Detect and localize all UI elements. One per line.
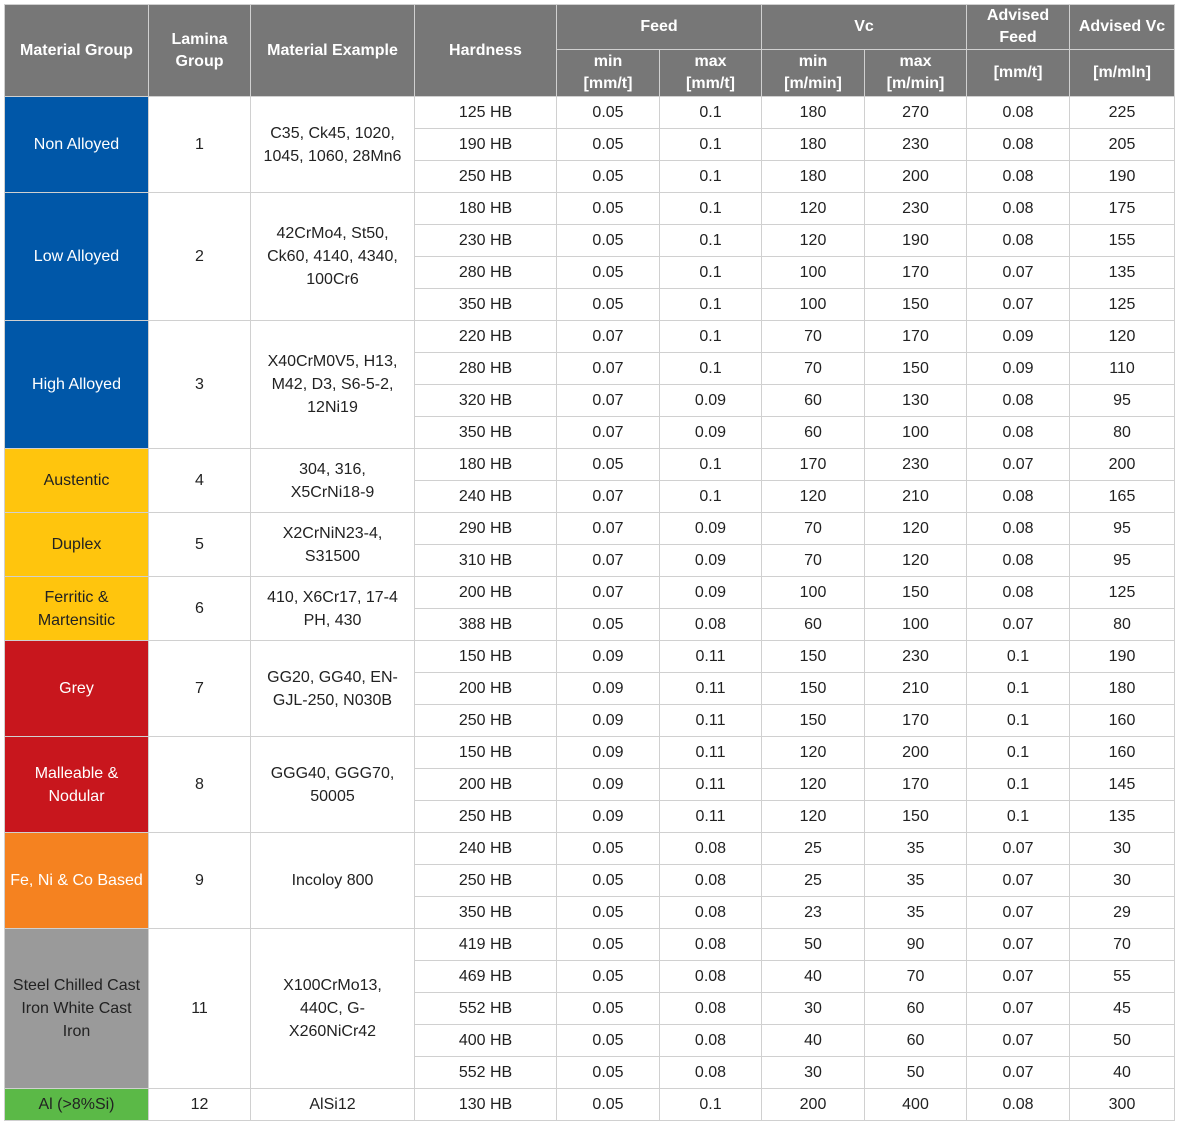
feed-max-cell: 0.1 xyxy=(660,481,762,513)
feed-max-cell: 0.1 xyxy=(660,449,762,481)
material-example-cell: C35, Ck45, 1020, 1045, 1060, 28Mn6 xyxy=(251,97,415,193)
hardness-cell: 552 HB xyxy=(415,993,557,1025)
vc-min-cell: 60 xyxy=(762,385,865,417)
advised-vc-cell: 190 xyxy=(1070,641,1175,673)
advised-feed-cell: 0.07 xyxy=(967,449,1070,481)
vc-max-cell: 270 xyxy=(865,97,967,129)
vc-max-cell: 150 xyxy=(865,353,967,385)
feed-max-cell: 0.1 xyxy=(660,353,762,385)
advised-vc-cell: 120 xyxy=(1070,321,1175,353)
vc-max-cell: 100 xyxy=(865,417,967,449)
material-example-cell: AlSi12 xyxy=(251,1089,415,1121)
hardness-cell: 469 HB xyxy=(415,961,557,993)
feed-min-cell: 0.05 xyxy=(557,929,660,961)
feed-min-cell: 0.07 xyxy=(557,353,660,385)
cutting-data-table-wrapper xyxy=(4,4,1175,1121)
feed-min-cell: 0.05 xyxy=(557,97,660,129)
table-row xyxy=(5,929,1175,961)
advised-vc-cell: 55 xyxy=(1070,961,1175,993)
hardness-cell: 320 HB xyxy=(415,385,557,417)
table-row xyxy=(5,97,1175,129)
hardness-cell: 220 HB xyxy=(415,321,557,353)
header-material-group: Material Group xyxy=(5,5,149,97)
header-feed-min: min [mm/t] xyxy=(557,50,660,97)
header-advised-feed: Advised Feed xyxy=(967,5,1070,50)
feed-min-cell: 0.05 xyxy=(557,865,660,897)
lamina-group-cell: 9 xyxy=(149,833,251,929)
feed-min-cell: 0.05 xyxy=(557,225,660,257)
feed-max-cell: 0.1 xyxy=(660,289,762,321)
advised-feed-cell: 0.08 xyxy=(967,97,1070,129)
advised-vc-cell: 95 xyxy=(1070,545,1175,577)
vc-min-cell: 100 xyxy=(762,257,865,289)
advised-feed-cell: 0.1 xyxy=(967,641,1070,673)
feed-min-cell: 0.09 xyxy=(557,801,660,833)
advised-vc-cell: 125 xyxy=(1070,289,1175,321)
lamina-group-cell: 12 xyxy=(149,1089,251,1121)
feed-max-cell: 0.1 xyxy=(660,1089,762,1121)
advised-feed-cell: 0.07 xyxy=(967,897,1070,929)
vc-max-cell: 130 xyxy=(865,385,967,417)
vc-min-cell: 120 xyxy=(762,481,865,513)
hardness-cell: 310 HB xyxy=(415,545,557,577)
advised-vc-cell: 29 xyxy=(1070,897,1175,929)
hardness-cell: 230 HB xyxy=(415,225,557,257)
vc-min-cell: 23 xyxy=(762,897,865,929)
advised-vc-cell: 205 xyxy=(1070,129,1175,161)
vc-min-cell: 30 xyxy=(762,1057,865,1089)
hardness-cell: 150 HB xyxy=(415,737,557,769)
hardness-cell: 419 HB xyxy=(415,929,557,961)
advised-feed-cell: 0.07 xyxy=(967,289,1070,321)
material-group-cell: Non Alloyed xyxy=(5,97,149,193)
material-example-cell: GG20, GG40, EN-GJL-250, N030B xyxy=(251,641,415,737)
header-vc: Vc xyxy=(762,5,967,50)
feed-max-cell: 0.09 xyxy=(660,385,762,417)
vc-min-cell: 150 xyxy=(762,673,865,705)
advised-feed-cell: 0.07 xyxy=(967,993,1070,1025)
feed-min-cell: 0.05 xyxy=(557,833,660,865)
feed-max-cell: 0.08 xyxy=(660,833,762,865)
vc-max-cell: 200 xyxy=(865,161,967,193)
table-row xyxy=(5,577,1175,609)
vc-min-cell: 60 xyxy=(762,609,865,641)
hardness-cell: 125 HB xyxy=(415,97,557,129)
feed-max-cell: 0.11 xyxy=(660,769,762,801)
hardness-cell: 552 HB xyxy=(415,1057,557,1089)
advised-feed-cell: 0.08 xyxy=(967,193,1070,225)
hardness-cell: 150 HB xyxy=(415,641,557,673)
hardness-cell: 350 HB xyxy=(415,897,557,929)
advised-vc-cell: 95 xyxy=(1070,513,1175,545)
material-group-cell: High Alloyed xyxy=(5,321,149,449)
hardness-cell: 350 HB xyxy=(415,417,557,449)
material-group-cell: Grey xyxy=(5,641,149,737)
feed-min-cell: 0.09 xyxy=(557,737,660,769)
hardness-cell: 180 HB xyxy=(415,193,557,225)
feed-max-cell: 0.11 xyxy=(660,673,762,705)
vc-max-cell: 230 xyxy=(865,129,967,161)
feed-max-cell: 0.11 xyxy=(660,801,762,833)
vc-max-cell: 150 xyxy=(865,801,967,833)
lamina-group-cell: 7 xyxy=(149,641,251,737)
advised-feed-cell: 0.1 xyxy=(967,737,1070,769)
vc-max-cell: 50 xyxy=(865,1057,967,1089)
feed-max-cell: 0.09 xyxy=(660,513,762,545)
advised-vc-cell: 80 xyxy=(1070,417,1175,449)
vc-max-cell: 170 xyxy=(865,257,967,289)
vc-max-cell: 400 xyxy=(865,1089,967,1121)
vc-min-cell: 70 xyxy=(762,321,865,353)
table-row xyxy=(5,513,1175,545)
hardness-cell: 280 HB xyxy=(415,353,557,385)
vc-min-cell: 180 xyxy=(762,129,865,161)
vc-min-cell: 120 xyxy=(762,769,865,801)
advised-feed-cell: 0.07 xyxy=(967,1057,1070,1089)
vc-min-cell: 25 xyxy=(762,833,865,865)
feed-min-cell: 0.07 xyxy=(557,513,660,545)
feed-max-cell: 0.1 xyxy=(660,257,762,289)
vc-max-cell: 210 xyxy=(865,673,967,705)
material-example-cell: 42CrMo4, St50, Ck60, 4140, 4340, 100Cr6 xyxy=(251,193,415,321)
vc-min-cell: 40 xyxy=(762,1025,865,1057)
advised-feed-cell: 0.08 xyxy=(967,225,1070,257)
advised-vc-cell: 95 xyxy=(1070,385,1175,417)
vc-max-cell: 90 xyxy=(865,929,967,961)
vc-min-cell: 25 xyxy=(762,865,865,897)
feed-min-cell: 0.09 xyxy=(557,769,660,801)
feed-min-cell: 0.05 xyxy=(557,257,660,289)
table-header xyxy=(5,5,1175,97)
feed-min-cell: 0.05 xyxy=(557,1025,660,1057)
hardness-cell: 130 HB xyxy=(415,1089,557,1121)
feed-min-cell: 0.05 xyxy=(557,289,660,321)
lamina-group-cell: 4 xyxy=(149,449,251,513)
header-advised-feed-unit: [mm/t] xyxy=(967,50,1070,97)
advised-feed-cell: 0.08 xyxy=(967,545,1070,577)
vc-min-cell: 180 xyxy=(762,161,865,193)
feed-min-cell: 0.05 xyxy=(557,449,660,481)
material-example-cell: 410, X6Cr17, 17-4 PH, 430 xyxy=(251,577,415,641)
advised-feed-cell: 0.1 xyxy=(967,801,1070,833)
lamina-group-cell: 2 xyxy=(149,193,251,321)
feed-max-cell: 0.1 xyxy=(660,321,762,353)
hardness-cell: 240 HB xyxy=(415,481,557,513)
feed-min-cell: 0.09 xyxy=(557,673,660,705)
advised-vc-cell: 135 xyxy=(1070,801,1175,833)
vc-min-cell: 100 xyxy=(762,289,865,321)
material-group-cell: Duplex xyxy=(5,513,149,577)
feed-min-cell: 0.05 xyxy=(557,609,660,641)
hardness-cell: 250 HB xyxy=(415,865,557,897)
vc-min-cell: 70 xyxy=(762,513,865,545)
hardness-cell: 240 HB xyxy=(415,833,557,865)
feed-min-cell: 0.07 xyxy=(557,385,660,417)
table-row xyxy=(5,737,1175,769)
vc-max-cell: 150 xyxy=(865,289,967,321)
feed-min-cell: 0.07 xyxy=(557,577,660,609)
advised-vc-cell: 40 xyxy=(1070,1057,1175,1089)
advised-vc-cell: 70 xyxy=(1070,929,1175,961)
hardness-cell: 290 HB xyxy=(415,513,557,545)
feed-max-cell: 0.1 xyxy=(660,161,762,193)
feed-min-cell: 0.07 xyxy=(557,481,660,513)
advised-feed-cell: 0.07 xyxy=(967,257,1070,289)
feed-max-cell: 0.08 xyxy=(660,993,762,1025)
feed-max-cell: 0.08 xyxy=(660,897,762,929)
feed-min-cell: 0.05 xyxy=(557,897,660,929)
hardness-cell: 250 HB xyxy=(415,161,557,193)
lamina-group-cell: 8 xyxy=(149,737,251,833)
advised-feed-cell: 0.07 xyxy=(967,833,1070,865)
vc-max-cell: 170 xyxy=(865,321,967,353)
advised-vc-cell: 190 xyxy=(1070,161,1175,193)
advised-vc-cell: 155 xyxy=(1070,225,1175,257)
vc-max-cell: 60 xyxy=(865,1025,967,1057)
vc-max-cell: 200 xyxy=(865,737,967,769)
vc-min-cell: 170 xyxy=(762,449,865,481)
vc-max-cell: 100 xyxy=(865,609,967,641)
vc-min-cell: 180 xyxy=(762,97,865,129)
material-example-cell: X100CrMo13, 440C, G-X260NiCr42 xyxy=(251,929,415,1089)
hardness-cell: 250 HB xyxy=(415,801,557,833)
advised-feed-cell: 0.08 xyxy=(967,577,1070,609)
material-example-cell: Incoloy 800 xyxy=(251,833,415,929)
vc-min-cell: 40 xyxy=(762,961,865,993)
table-body xyxy=(5,97,1175,1121)
vc-min-cell: 30 xyxy=(762,993,865,1025)
vc-max-cell: 70 xyxy=(865,961,967,993)
hardness-cell: 350 HB xyxy=(415,289,557,321)
header-vc-min: min [m/min] xyxy=(762,50,865,97)
advised-vc-cell: 30 xyxy=(1070,833,1175,865)
feed-min-cell: 0.07 xyxy=(557,417,660,449)
advised-feed-cell: 0.1 xyxy=(967,769,1070,801)
vc-min-cell: 120 xyxy=(762,225,865,257)
feed-min-cell: 0.05 xyxy=(557,129,660,161)
cutting-data-table xyxy=(4,4,1175,1121)
advised-feed-cell: 0.1 xyxy=(967,705,1070,737)
table-row xyxy=(5,193,1175,225)
vc-max-cell: 120 xyxy=(865,513,967,545)
feed-max-cell: 0.08 xyxy=(660,929,762,961)
hardness-cell: 180 HB xyxy=(415,449,557,481)
advised-vc-cell: 135 xyxy=(1070,257,1175,289)
vc-max-cell: 35 xyxy=(865,865,967,897)
vc-max-cell: 120 xyxy=(865,545,967,577)
vc-min-cell: 60 xyxy=(762,417,865,449)
advised-feed-cell: 0.07 xyxy=(967,961,1070,993)
vc-max-cell: 230 xyxy=(865,193,967,225)
feed-min-cell: 0.05 xyxy=(557,1089,660,1121)
feed-min-cell: 0.05 xyxy=(557,961,660,993)
hardness-cell: 200 HB xyxy=(415,769,557,801)
header-feed: Feed xyxy=(557,5,762,50)
advised-feed-cell: 0.07 xyxy=(967,865,1070,897)
feed-max-cell: 0.08 xyxy=(660,1025,762,1057)
feed-max-cell: 0.09 xyxy=(660,545,762,577)
header-hardness: Hardness xyxy=(415,5,557,97)
hardness-cell: 190 HB xyxy=(415,129,557,161)
material-example-cell: X2CrNiN23-4, S31500 xyxy=(251,513,415,577)
feed-min-cell: 0.09 xyxy=(557,705,660,737)
hardness-cell: 280 HB xyxy=(415,257,557,289)
advised-vc-cell: 225 xyxy=(1070,97,1175,129)
table-row xyxy=(5,321,1175,353)
material-group-cell: Ferritic & Martensitic xyxy=(5,577,149,641)
vc-max-cell: 150 xyxy=(865,577,967,609)
feed-max-cell: 0.1 xyxy=(660,225,762,257)
lamina-group-cell: 1 xyxy=(149,97,251,193)
vc-min-cell: 120 xyxy=(762,193,865,225)
feed-min-cell: 0.09 xyxy=(557,641,660,673)
advised-vc-cell: 180 xyxy=(1070,673,1175,705)
feed-max-cell: 0.1 xyxy=(660,129,762,161)
advised-vc-cell: 125 xyxy=(1070,577,1175,609)
vc-min-cell: 100 xyxy=(762,577,865,609)
hardness-cell: 250 HB xyxy=(415,705,557,737)
feed-max-cell: 0.08 xyxy=(660,1057,762,1089)
hardness-cell: 200 HB xyxy=(415,673,557,705)
feed-max-cell: 0.09 xyxy=(660,577,762,609)
header-advised-vc: Advised Vc xyxy=(1070,5,1175,50)
feed-min-cell: 0.05 xyxy=(557,993,660,1025)
vc-min-cell: 200 xyxy=(762,1089,865,1121)
advised-feed-cell: 0.08 xyxy=(967,1089,1070,1121)
advised-feed-cell: 0.08 xyxy=(967,481,1070,513)
material-group-cell: Austentic xyxy=(5,449,149,513)
feed-max-cell: 0.11 xyxy=(660,737,762,769)
advised-vc-cell: 145 xyxy=(1070,769,1175,801)
hardness-cell: 388 HB xyxy=(415,609,557,641)
advised-feed-cell: 0.07 xyxy=(967,929,1070,961)
advised-feed-cell: 0.08 xyxy=(967,385,1070,417)
advised-feed-cell: 0.07 xyxy=(967,1025,1070,1057)
material-group-cell: Al (>8%Si) xyxy=(5,1089,149,1121)
vc-max-cell: 230 xyxy=(865,641,967,673)
advised-vc-cell: 80 xyxy=(1070,609,1175,641)
header-lamina-group: Lamina Group xyxy=(149,5,251,97)
advised-vc-cell: 165 xyxy=(1070,481,1175,513)
material-example-cell: X40CrM0V5, H13, M42, D3, S6-5-2, 12Ni19 xyxy=(251,321,415,449)
advised-vc-cell: 160 xyxy=(1070,737,1175,769)
feed-min-cell: 0.05 xyxy=(557,193,660,225)
vc-min-cell: 120 xyxy=(762,801,865,833)
header-feed-max: max [mm/t] xyxy=(660,50,762,97)
vc-max-cell: 170 xyxy=(865,769,967,801)
feed-max-cell: 0.1 xyxy=(660,193,762,225)
material-group-cell: Fe, Ni & Co Based xyxy=(5,833,149,929)
advised-vc-cell: 50 xyxy=(1070,1025,1175,1057)
feed-max-cell: 0.08 xyxy=(660,961,762,993)
table-row xyxy=(5,449,1175,481)
lamina-group-cell: 11 xyxy=(149,929,251,1089)
advised-vc-cell: 200 xyxy=(1070,449,1175,481)
header-advised-vc-unit: [m/mln] xyxy=(1070,50,1175,97)
vc-max-cell: 230 xyxy=(865,449,967,481)
advised-vc-cell: 45 xyxy=(1070,993,1175,1025)
advised-vc-cell: 30 xyxy=(1070,865,1175,897)
material-group-cell: Low Alloyed xyxy=(5,193,149,321)
material-example-cell: GGG40, GGG70, 50005 xyxy=(251,737,415,833)
vc-max-cell: 170 xyxy=(865,705,967,737)
vc-max-cell: 35 xyxy=(865,833,967,865)
header-material-example: Material Example xyxy=(251,5,415,97)
vc-min-cell: 120 xyxy=(762,737,865,769)
vc-max-cell: 210 xyxy=(865,481,967,513)
advised-vc-cell: 175 xyxy=(1070,193,1175,225)
hardness-cell: 400 HB xyxy=(415,1025,557,1057)
table-row xyxy=(5,1089,1175,1121)
advised-feed-cell: 0.09 xyxy=(967,321,1070,353)
advised-vc-cell: 160 xyxy=(1070,705,1175,737)
feed-min-cell: 0.05 xyxy=(557,1057,660,1089)
lamina-group-cell: 3 xyxy=(149,321,251,449)
feed-max-cell: 0.11 xyxy=(660,705,762,737)
material-example-cell: 304, 316, X5CrNi18-9 xyxy=(251,449,415,513)
vc-min-cell: 150 xyxy=(762,705,865,737)
feed-min-cell: 0.07 xyxy=(557,321,660,353)
table-row xyxy=(5,641,1175,673)
advised-vc-cell: 110 xyxy=(1070,353,1175,385)
vc-min-cell: 50 xyxy=(762,929,865,961)
vc-min-cell: 70 xyxy=(762,353,865,385)
advised-feed-cell: 0.09 xyxy=(967,353,1070,385)
material-group-cell: Steel Chilled Cast Iron White Cast Iron xyxy=(5,929,149,1089)
feed-min-cell: 0.05 xyxy=(557,161,660,193)
material-group-cell: Malleable & Nodular xyxy=(5,737,149,833)
lamina-group-cell: 5 xyxy=(149,513,251,577)
header-vc-max: max [m/min] xyxy=(865,50,967,97)
vc-max-cell: 35 xyxy=(865,897,967,929)
advised-feed-cell: 0.08 xyxy=(967,129,1070,161)
table-row xyxy=(5,833,1175,865)
advised-feed-cell: 0.08 xyxy=(967,513,1070,545)
feed-max-cell: 0.08 xyxy=(660,865,762,897)
advised-feed-cell: 0.1 xyxy=(967,673,1070,705)
hardness-cell: 200 HB xyxy=(415,577,557,609)
feed-max-cell: 0.11 xyxy=(660,641,762,673)
feed-min-cell: 0.07 xyxy=(557,545,660,577)
advised-feed-cell: 0.08 xyxy=(967,417,1070,449)
vc-min-cell: 70 xyxy=(762,545,865,577)
advised-feed-cell: 0.08 xyxy=(967,161,1070,193)
lamina-group-cell: 6 xyxy=(149,577,251,641)
advised-feed-cell: 0.07 xyxy=(967,609,1070,641)
vc-max-cell: 190 xyxy=(865,225,967,257)
vc-min-cell: 150 xyxy=(762,641,865,673)
feed-max-cell: 0.1 xyxy=(660,97,762,129)
vc-max-cell: 60 xyxy=(865,993,967,1025)
feed-max-cell: 0.09 xyxy=(660,417,762,449)
advised-vc-cell: 300 xyxy=(1070,1089,1175,1121)
feed-max-cell: 0.08 xyxy=(660,609,762,641)
